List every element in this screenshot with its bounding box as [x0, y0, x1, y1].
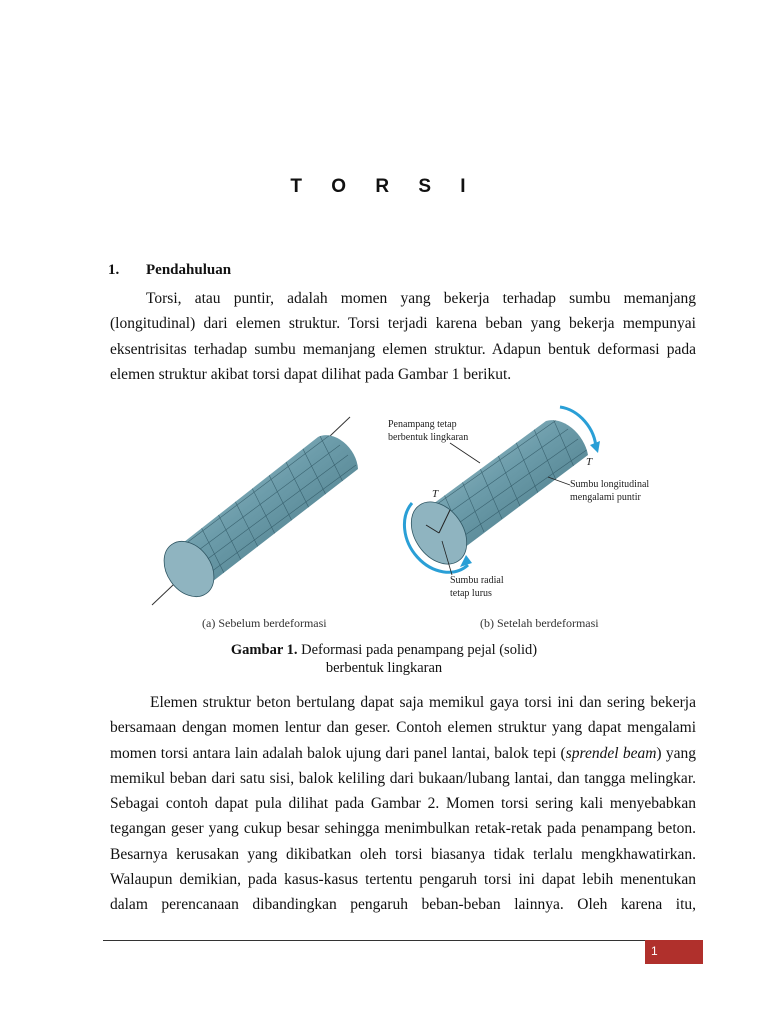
paragraph-line: Torsi, atau puntir, adalah momen yang bekerja terhadap sumbu memanjang [146, 290, 696, 307]
paragraph-line: bersamaan dengan momen lentur dan geser. Contoh elemen struktur yang dapat mengalami [110, 719, 696, 737]
footer-rule [103, 940, 645, 941]
figure-torsion-deformation [150, 405, 650, 635]
annotation-sumbu-longitudinal-1: Sumbu longitudinal [570, 479, 650, 490]
paragraph-line: Besarnya kerusakan yang dikibatkan oleh torsi biasanya tidak terlalu mengkhawatirkan. [110, 845, 696, 863]
text-run: ) yang [656, 744, 696, 762]
paragraph-body [110, 690, 696, 918]
figure-label-a: (a) Sebelum berdeformasi [202, 616, 327, 630]
text-run: momen torsi antara lain adalah balok ujung dari panel lantai, balok tepi ( [110, 744, 566, 762]
paragraph-line: memikul beban dari satu sisi, balok keliling dari bukaan/lubang lantai, dan tangga melingkar. [110, 769, 696, 787]
paragraph-line: elemen struktur akibat torsi dapat dilihat pada Gambar 1 berikut. [110, 365, 512, 383]
figure-label-b: (b) Setelah berdeformasi [480, 616, 599, 630]
section-heading [108, 262, 231, 279]
paragraph-line: dalam perencanaan dibandingkan pengaruh beban-beban lainnya. Oleh karena itu, [110, 896, 696, 914]
cylinder-undeformed [152, 417, 364, 606]
annotation-radial-2: tetap lurus [450, 588, 492, 599]
document-title: T O R S I [290, 176, 478, 197]
caption-label: Gambar 1. [230, 642, 298, 658]
torque-label-left: T [432, 488, 439, 500]
paragraph-line: (longitudinal) dari elemen struktur. Torsi terjadi karena beban yang bekerja mempunyai [110, 315, 696, 333]
paragraph-line-with-italic [110, 741, 696, 766]
caption-text-line1: Deformasi pada penampang pejal (solid) [297, 642, 538, 658]
annotation-radial-1: Sumbu radial [450, 575, 504, 586]
torque-label-right: T [586, 456, 593, 468]
annotation-penampang-2: berbentuk lingkaran [388, 432, 469, 443]
paragraph-line: Walaupun demikian, pada kasus-kasus tertentu pengaruh torsi ini dapat lebih menentukan [110, 871, 696, 889]
paragraph-line: eksentrisitas terhadap sumbu memanjang elemen struktur. Adapun bentuk deformasi pada [110, 340, 696, 358]
page-number: 1 [651, 944, 658, 958]
section-title: Pendahuluan [146, 262, 232, 278]
page-number-box [645, 940, 703, 964]
annotation-sumbu-longitudinal-2: mengalami puntir [570, 492, 641, 503]
section-number: 1. [108, 262, 120, 278]
italic-term: sprendel beam [565, 744, 657, 762]
figure-caption [0, 641, 768, 677]
paragraph-line: tegangan geser yang cukup besar sehingga menimbulkan retak-retak pada penampang beton. [110, 820, 696, 838]
paragraph-line: Sebagai contoh dapat pula dilihat pada Gambar 2. Momen torsi sering kali menyebabkan [110, 795, 696, 813]
paragraph-intro [110, 286, 696, 387]
annotation-penampang-1: Penampang tetap [388, 419, 457, 430]
paragraph-line: Elemen struktur beton bertulang dapat saja memikul gaya torsi ini dan sering bekerja [150, 694, 696, 711]
caption-text-line2: berbentuk lingkaran [325, 660, 443, 676]
